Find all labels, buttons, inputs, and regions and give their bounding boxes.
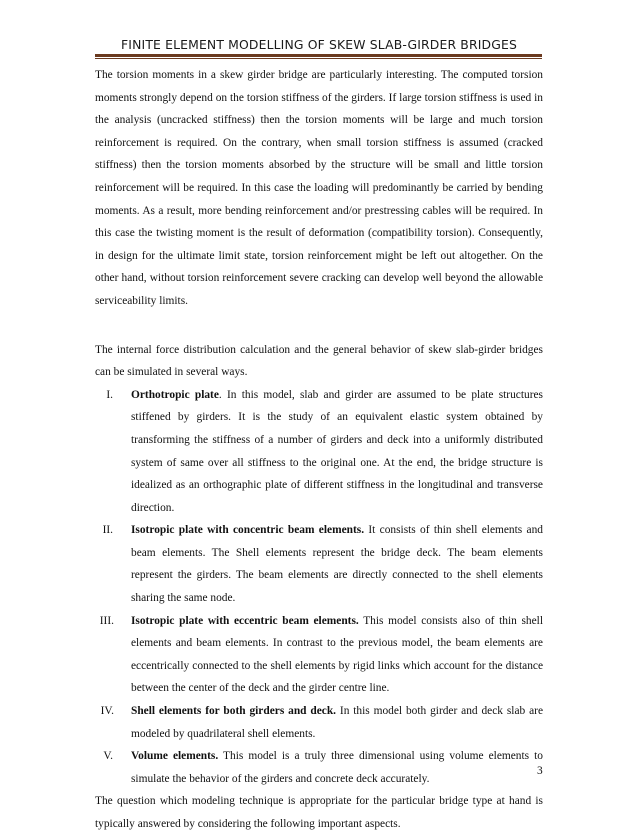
method-numeral: II. [102, 524, 113, 537]
method-term: Isotropic plate with concentric beam elements. [131, 524, 365, 537]
method-numeral: V. [103, 750, 113, 763]
method-numeral: I. [106, 388, 113, 401]
method-description: In this model both girder and deck slab are modeled by quadrilateral shell elements. [131, 705, 544, 740]
method-term: Orthotropic plate [131, 388, 219, 401]
method-term: Shell elements for both girders and deck. [131, 705, 337, 718]
page-header-title: FINITE ELEMENT MODELLING OF SKEW SLAB-GIRDER BRIDGES [121, 37, 517, 52]
paragraph-spacer [95, 313, 543, 339]
method-numeral: IV. [100, 705, 114, 718]
page-body [95, 64, 543, 836]
method-item-orthotropic-plate [95, 384, 543, 520]
torsion-paragraph: The torsion moments in a skew girder bridge are particularly interesting. The computed torsion moments strongly depend on the torsion stiffness of the girders. If large torsion stiffness is used in the analysis (uncracked stiffness) then the torsion moments will be large and much torsion reinforcement is required. On the contrary, when small torsion stiffness is assumed (cracked stiffness) then the torsion moments absorbed by the structure will be small and little torsion reinforcement will be required. In this case the loading will predominantly be carried by bending moments. As a result, more bending reinforcement and/or prestressing cables will be required. In this case the twisting moment is the result of deformation (compatibility torsion). Consequently, in design for the ultimate limit state, torsion reinforcement might be left out altogether. On the other hand, without torsion reinforcement severe cracking can develop well beyond the allowable serviceability limits. [95, 69, 543, 307]
method-item-volume-elements [95, 745, 543, 790]
method-description: This model is a truly three dimensional using volume elements to simulate the behavior of the girders and concrete deck accurately. [131, 750, 543, 785]
method-description: It consists of thin shell elements and beam elements. The Shell elements represent the bridge deck. The beam elements represent the girders. The beam elements are directly connected to the shell elements sharing the same node. [131, 524, 543, 605]
page-number: 3 [537, 765, 543, 777]
modeling-methods-list [95, 384, 543, 791]
method-item-shell-elements [95, 700, 543, 745]
header-rule-thick [95, 54, 542, 57]
method-item-eccentric-beam [95, 610, 543, 700]
method-numeral: III. [99, 614, 114, 627]
simulation-intro-paragraph: The internal force distribution calculation and the general behavior of skew slab-girder bridges can be simulated in several ways. [95, 343, 543, 379]
method-description: This model consists also of thin shell elements and beam elements. In contrast to the previous model, the beam elements are eccentrically connected to the shell elements by rigid links which account for the distance between the center of the deck and the girder centre line. [131, 614, 544, 695]
header-rule-thin [95, 58, 542, 59]
method-item-concentric-beam [95, 519, 543, 609]
method-term: Volume elements. [131, 750, 219, 763]
method-description: . In this model, slab and girder are assumed to be plate structures stiffened by girders. It is the study of an equivalent elastic system obtained by transforming the stiffness of a number of girders and deck into a uniformly distributed system of same over all stiffness to the original one. At the end, the bridge structure is idealized as an orthographic plate of different stiffness in the longitudinal and transverse direction. [131, 388, 543, 514]
method-term: Isotropic plate with eccentric beam elements. [131, 614, 359, 627]
modeling-question-paragraph: The question which modeling technique is appropriate for the particular bridge type at hand is typically answered by considering the following important aspects. [95, 795, 543, 830]
